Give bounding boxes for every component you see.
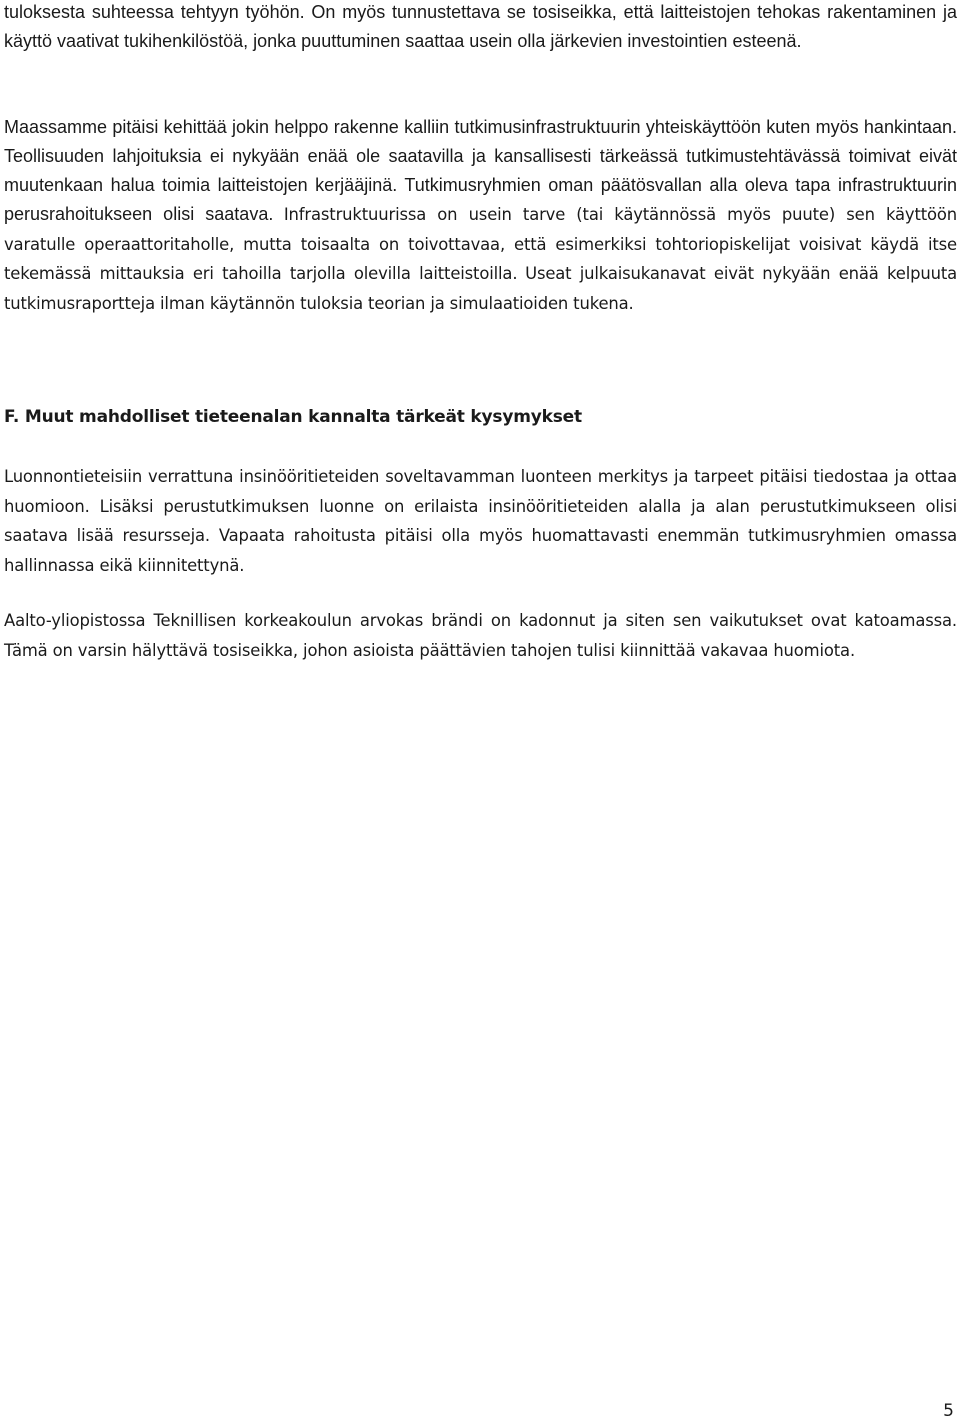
page-number: 5 (943, 1401, 954, 1421)
paragraph-aalto-brand: Aalto-yliopistossa Teknillisen korkeakoulun arvokas brändi on kadonnut ja siten sen vaikutukset ovat katoamassa. Tämä on varsin hälyttävä tosiseikka, johon asioista päättävien tahojen tulisi kiinnittää vakavaa huomiota. (4, 611, 957, 660)
paragraph-engineering-sentence-3: Vapaata rahoitusta pitäisi olla myös huomattavasti enemmän tutkimusryhmien omassa hallinnassa eikä kiinnitettynä. (4, 526, 958, 575)
paragraph-infrastructure-sentence-3: Infrastruktuurissa on usein tarve (tai käytännössä myös puute) sen käyttöön varatulle operaattoritaholle, mutta toisaalta on toivottavaa, että esimerkiksi tohtoriopiskelijat voisivat käydä itse tekemässä mittauksia eri tahoilla tarjolla olevilla laitteistoilla. (4, 205, 957, 283)
paragraph-infrastructure-sentence-2: Teollisuuden lahjoituksia ei nykyään enää ole saatavilla ja kansallisesti tärkeässä tutkimustehtävässä toimivat eivät muutenkaan halua toimia laitteistojen kerjääjinä. Tutkimusryhmien oman päätösvallan alla oleva tapa infrastruktuurin perusrahoitukseen olisi saatava. (4, 146, 957, 224)
section-heading: F. Muut mahdolliset tieteenalan kannalta tärkeät kysymykset (4, 407, 582, 427)
paragraph-engineering-sciences (4, 462, 957, 580)
paragraph-infrastructure-sentence-1: Maassamme pitäisi kehittää jokin helppo rakenne kalliin tutkimusinfrastruktuurin yhteiskäyttöön kuten myös hankintaan. (4, 117, 957, 137)
paragraph-continuation: tuloksesta suhteessa tehtyyn työhön. On myös tunnustettava se tosiseikka, että laitteistojen tehokas rakentaminen ja käyttö vaativat tukihenkilöstöä, jonka puuttuminen saattaa usein olla järkevien investointien esteenä. (4, 2, 957, 51)
paragraph-infrastructure (4, 113, 957, 318)
paragraph-engineering-sentence-2: Lisäksi perustutkimuksen luonne on erilaista insinööritieteiden alalla ja alan perustutkimukseen olisi saatava lisää resursseja. (4, 496, 957, 545)
paragraph-infrastructure-sentence-4: Useat julkaisukanavat eivät nykyään enää kelpuuta tutkimusraportteja ilman käytännön tuloksia teorian ja simulaatioiden tukena. (4, 264, 957, 313)
paragraph-engineering-sentence-1: Luonnontieteisiin verrattuna insinööritieteiden soveltavamman luonteen merkitys ja tarpeet pitäisi tiedostaa ja ottaa huomioon. (4, 467, 957, 516)
